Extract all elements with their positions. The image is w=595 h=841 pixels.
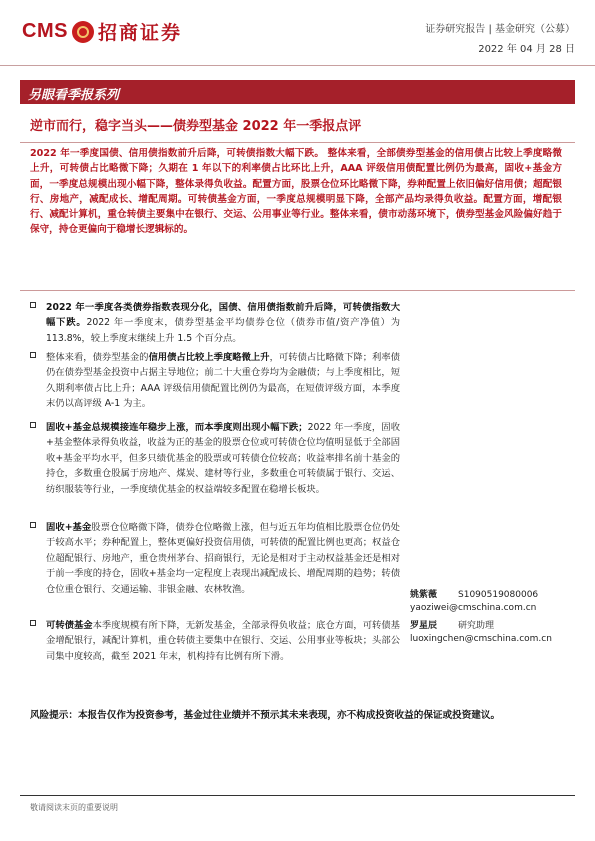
bullet-bold: 固收+基金总规模接连年稳步上涨，而本季度则出现小幅下跌； (46, 422, 308, 433)
logo-cms-text: CMS (22, 20, 68, 42)
summary-divider (20, 290, 575, 291)
bullet-item (30, 520, 400, 597)
analyst-id: S1090519080006 (458, 590, 539, 600)
bullet-text (46, 350, 400, 412)
report-date: 2022 年 04 月 28 日 (478, 44, 575, 55)
bullet-item (30, 300, 400, 346)
bullet-body: 股票仓位略微下降，债券仓位略微上涨，但与近五年均值相比股票仓位仍处于较高水平；券种配置上，整体更偏好投资信用债，可转债的配置比例也更高；权益仓位超配银行、房地产，重仓贵州茅台、招商银行，无论是相对于主动权益基金还是相对于前一季度的持仓，固收+基金均一定程度上表现出减配成长、增配周期的趋势；转债仓位重仓银行、交通运输、非银金融、农林牧渔。 (46, 522, 400, 595)
bullet-body: 2022 年一季度，固收+基金整体录得负收益，收益为正的基金的股票仓位或可转债仓位均值明显低于全部固收+基金平均水平，但多只绩优基金的股票或可转债仓位较高；收益率排名前十基金的持仓，多数重仓股属于房地产、煤炭、建材等行业，多数重仓可转债属于银行、交运、纺织服装等行业，一季度绩优基金的权益端较多配置在稳增长板块。 (46, 422, 400, 495)
company-logo (22, 18, 182, 45)
bullet-bold: 可转债基金 (46, 620, 93, 631)
analyst-role: 研究助理 (458, 621, 495, 631)
bullet-body: 本季度规模有所下降，无新发基金，全部录得负收益；底仓方面，可转债基金增配银行，减配计算机，重仓转债主要集中在银行、交运、公用事业等板块；头部公司集中度较高，截至 2021 年末，机构持有比例有所下滑。 (46, 620, 400, 662)
analyst-email[interactable]: yaoziwei@cmschina.com.cn (410, 603, 537, 613)
bullet-marker-icon (30, 422, 36, 428)
footer-note: 敬请阅读末页的重要说明 (30, 803, 118, 812)
report-type: 证券研究报告 | 基金研究（公募） (425, 24, 575, 35)
bullet-bold: 2022 年一季度各类债券指数表现分化，国债、信用债指数前升后降，可转债指数大幅下跌。 (46, 302, 400, 329)
bullet-text (46, 300, 400, 346)
analyst-name: 罗星辰 (410, 621, 438, 631)
analyst-2 (410, 618, 585, 644)
analyst-name: 姚紫薇 (410, 590, 438, 600)
analyst-1 (410, 587, 585, 613)
document-title: 逆市而行，稳字当头——债券型基金 2022 年一季报点评 (30, 119, 362, 134)
risk-warning: 风险提示：本报告仅作为投资参考，基金过往业绩并不预示其未来表现，亦不构成投资收益的保证或投资建议。 (30, 710, 501, 721)
bullet-pre: 整体来看，债券型基金的 (46, 352, 149, 363)
bullet-marker-icon (30, 352, 36, 358)
bullet-text (46, 618, 400, 664)
bullet-item (30, 420, 400, 497)
title-divider (20, 142, 575, 143)
bullet-body: 2022 年一季度末，债券型基金平均债券仓位（债券市值/资产净值）为 113.8%，较上季度末继续上升 1.5 个百分点。 (46, 317, 400, 344)
bullet-marker-icon (30, 620, 36, 626)
series-title: 另眼看季报系列 (28, 88, 120, 103)
bullet-body: ，可转债占比略微下降；利率债仍在债券型基金投资中占据主导地位；前二十大重仓券均为金融债；与上季度相比，短久期利率债占比上升；AAA 评级信用债配置比例仍为最高，在短债评级方面，本季度末仍以高评级 A-1 为主。 (46, 352, 400, 410)
summary-paragraph: 2022 年一季度国债、信用债指数前升后降，可转债指数大幅下跌。 整体来看，全部债券型基金的信用债占比较上季度略微上升，可转债占比略微下降；久期在 1 年以下的利率债占比环比上升，AAA 评级信用债配置比例仍为最高，固收+基金方面，一季度总规模出现小幅下降，整体录得负收益。配置方面，股票仓位环比略微下降，券种配置上依旧偏好信用债；超配银行、房地产，减配成长、增配周期。可转债基金方面，一季度总规模明显下降，全部产品均录得负收益。配置方面，增配银行、减配计算机，重仓转债主要集中在银行、交运、公用事业等行业。整体来看，债市动荡环境下，债券型基金风险偏好趋于保守，持仓更偏向于稳增长逻辑标的。 (30, 148, 562, 236)
bullet-item (30, 618, 400, 664)
logo-emblem-icon (72, 21, 94, 43)
header-divider (0, 65, 595, 66)
bullet-marker-icon (30, 522, 36, 528)
bullet-bold: 固收+基金 (46, 522, 92, 533)
bullet-text (46, 420, 400, 497)
bullet-bold: 信用债占比较上季度略微上升 (148, 352, 270, 363)
bullet-text (46, 520, 400, 597)
analyst-email[interactable]: luoxingchen@cmschina.com.cn (410, 634, 552, 644)
logo-chinese-text: 招商证券 (97, 22, 182, 44)
footer-divider (20, 795, 575, 796)
bullet-marker-icon (30, 302, 36, 308)
bullet-item (30, 350, 400, 412)
